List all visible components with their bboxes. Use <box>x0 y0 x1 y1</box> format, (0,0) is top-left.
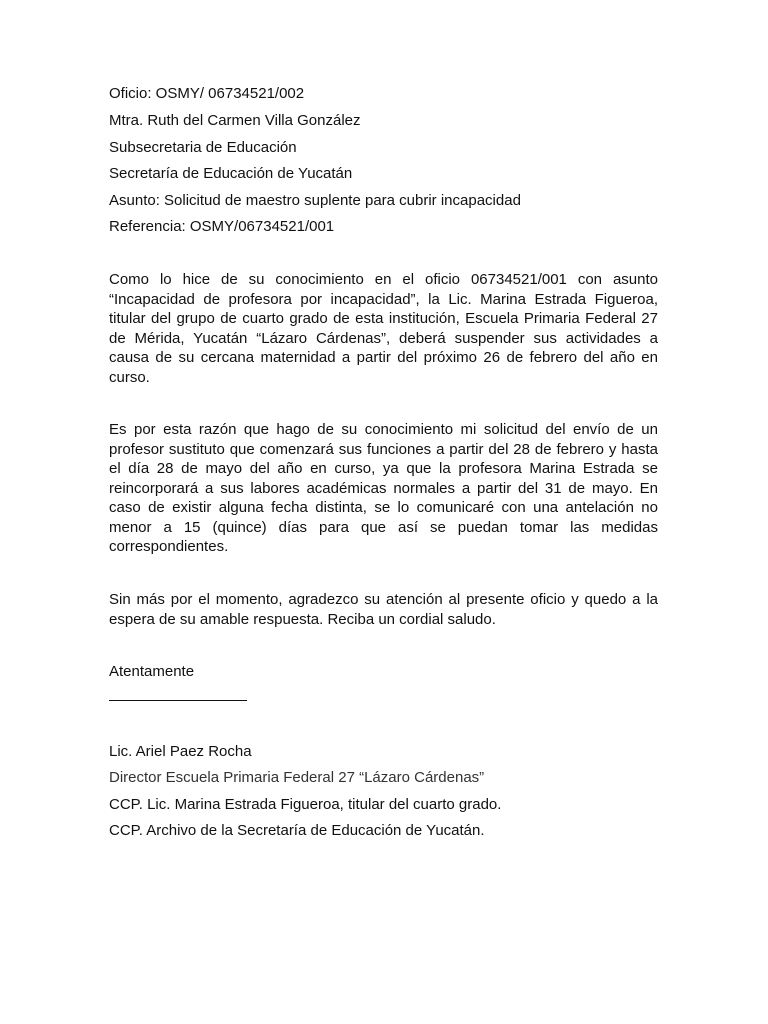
recipient-title: Subsecretaria de Educación <box>109 139 297 156</box>
ccp-line-2: CCP. Archivo de la Secretaría de Educación de Yucatán. <box>109 822 485 839</box>
body-paragraph-1: Como lo hice de su conocimiento en el oficio 06734521/001 con asunto “Incapacidad de profesora por incapacidad”, la Lic. Marina Estrada Figueroa, titular del grupo de cuarto grado de esta institución, Escuela Primaria Federal 27 de Mérida, Yucatán “Lázaro Cárdenas”, deberá suspender sus actividades a causa de su cercana maternidad a partir del próximo 26 de febrero del año en curso. <box>109 271 658 386</box>
subject-line: Asunto: Solicitud de maestro suplente para cubrir incapacidad <box>109 192 521 209</box>
body-paragraph-3: Sin más por el momento, agradezco su atención al presente oficio y quedo a la espera de su amable respuesta. Reciba un cordial saludo. <box>109 591 658 628</box>
recipient-organization: Secretaría de Educación de Yucatán <box>109 165 353 182</box>
ccp-line-1: CCP. Lic. Marina Estrada Figueroa, titular del cuarto grado. <box>109 796 502 813</box>
signer-name: Lic. Ariel Paez Rocha <box>109 743 252 760</box>
recipient-name: Mtra. Ruth del Carmen Villa González <box>109 112 361 129</box>
signature-line <box>109 700 247 701</box>
oficio-number: Oficio: OSMY/ 06734521/002 <box>109 85 305 102</box>
signer-title: Director Escuela Primaria Federal 27 “Lázaro Cárdenas” <box>109 769 485 786</box>
body-paragraph-2: Es por esta razón que hago de su conocimiento mi solicitud del envío de un profesor sustituto que comenzará sus funciones a partir del 28 de febrero y hasta el día 28 de mayo del año en curso, ya que la profesora Marina Estrada se reincorporará a sus labores académicas normales a partir del 31 de mayo. En caso de existir alguna fecha distinta, se lo comunicaré con una antelación no menor a 15 (quince) días para que así se puedan tomar las medidas correspondientes. <box>109 421 658 555</box>
reference-line: Referencia: OSMY/06734521/001 <box>109 218 335 235</box>
closing-salutation: Atentamente <box>109 663 195 680</box>
